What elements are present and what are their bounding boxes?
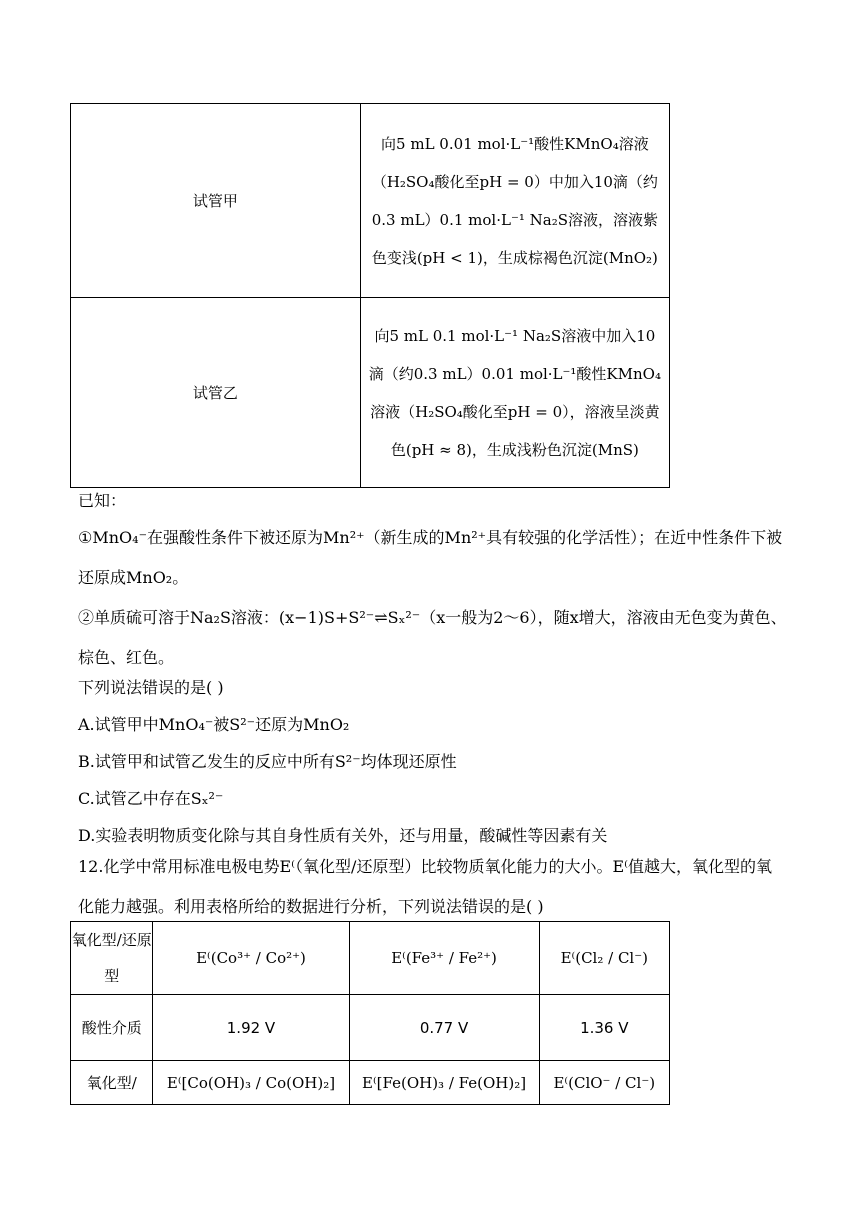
question-stem: 下列说法错误的是( )	[78, 678, 224, 697]
experiment-table	[70, 103, 670, 488]
tube-b-label: 试管乙	[71, 298, 361, 488]
option-d: D.实验表明物质变化除与其自身性质有关外，还与用量，酸碱性等因素有关	[78, 826, 608, 845]
tube-a-label: 试管甲	[71, 104, 361, 298]
header-cell: 氧化型/还原型	[71, 922, 153, 995]
option-c: C.试管乙中存在Sₓ²⁻	[78, 789, 224, 808]
header-cell: E⁽(Cl₂ / Cl⁻)	[539, 922, 669, 995]
tube-a-description: 向5 mL 0.01 mol·L⁻¹酸性KMnO₄溶液（H₂SO₄酸化至pH = 0）中加入10滴（约0.3 mL）0.1 mol·L⁻¹ Na₂S溶液，溶液紫色变浅(pH < 1)，生成棕褐色沉淀(MnO₂)	[360, 104, 669, 298]
table-cell: 1.36 V	[539, 995, 669, 1061]
table-row	[71, 1061, 670, 1105]
table-cell: 1.92 V	[153, 995, 349, 1061]
table-row	[71, 104, 670, 298]
option-b: B.试管甲和试管乙发生的反应中所有S²⁻均体现还原性	[78, 752, 457, 771]
table-cell: E⁽[Fe(OH)₃ / Fe(OH)₂]	[349, 1061, 539, 1105]
header-cell: E⁽(Fe³⁺ / Fe²⁺)	[349, 922, 539, 995]
row-label: 氧化型/	[71, 1061, 153, 1105]
known-item-2: ②单质硫可溶于Na₂S溶液：(x−1)S+S²⁻⇌Sₓ²⁻（x一般为2～6），随x增大，溶液由无色变为黄色、棕色、红色。	[78, 608, 787, 667]
table-row	[71, 298, 670, 488]
option-a: A.试管甲中MnO₄⁻被S²⁻还原为MnO₂	[78, 715, 350, 734]
row-label: 酸性介质	[71, 995, 153, 1061]
table-cell: E⁽[Co(OH)₃ / Co(OH)₂]	[153, 1061, 349, 1105]
question-12-stem: 12.化学中常用标准电极电势E⁽（氧化型/还原型）比较物质氧化能力的大小。E⁽值越大，氧化型的氧化能力越强。利用表格所给的数据进行分析，下列说法错误的是( )	[78, 857, 773, 916]
table-row	[71, 995, 670, 1061]
table-cell: E⁽(ClO⁻ / Cl⁻)	[539, 1061, 669, 1105]
known-heading: 已知：	[78, 491, 127, 510]
tube-b-description: 向5 mL 0.1 mol·L⁻¹ Na₂S溶液中加入10滴（约0.3 mL）0.01 mol·L⁻¹酸性KMnO₄溶液（H₂SO₄酸化至pH = 0），溶液呈淡黄色(pH ≈ 8)，生成浅粉色沉淀(MnS)	[360, 298, 669, 488]
table-cell: 0.77 V	[349, 995, 539, 1061]
potential-table	[70, 921, 670, 1105]
known-item-1: ①MnO₄⁻在强酸性条件下被还原为Mn²⁺（新生成的Mn²⁺具有较强的化学活性）；在近中性条件下被还原成MnO₂。	[78, 528, 783, 587]
table-header-row	[71, 922, 670, 995]
header-cell: E⁽(Co³⁺ / Co²⁺)	[153, 922, 349, 995]
